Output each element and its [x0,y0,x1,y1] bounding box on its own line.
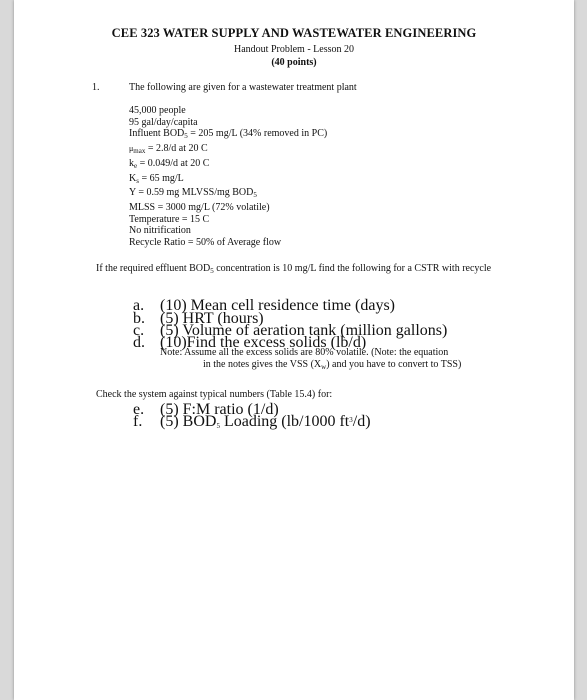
check-text: Check the system against typical numbers (Table 15.4) for: [96,389,333,400]
given-temperature: Temperature = 15 C [129,213,210,225]
given-list [129,105,327,249]
part-d-label: d. [133,334,145,351]
requirement-text: If the required effluent $BOD_5$ concentration is 10 mg/L find the following for a CSTR with recycle [96,263,492,275]
given-bod: Influent $BOD_5 = 205$ mg/L (34% removed in PC) [129,128,328,141]
given-people: 45,000 people [129,105,186,116]
part-a-text: (10) Mean cell residence time (days) [160,297,396,314]
given-kd: $k_e = 0.049/d$ at 20 C [129,157,210,170]
part-e-text: (5) F:M ratio (1/d) [160,401,279,418]
part-f-text: (5) $BOD_5$ Loading (lb/1000 $ft^3/d$) [160,413,371,430]
given-nitrification: No nitrification [129,225,191,237]
part-b-text: (5) HRT (hours) [160,310,264,327]
given-mlss: MLSS = 3000 mg/L (72% volatile) [129,201,270,213]
given-ks: $K_s = 65$ mg/L [129,172,184,185]
given-mumax: $\mu_{max} = 2.8/d$ at 20 C [129,143,208,156]
document-title: CEE 323 WATER SUPPLY AND WASTEWATER ENGINEERING [111,26,477,40]
part-c-label: c. [133,322,145,339]
part-b-label: b. [133,310,145,327]
document-subtitle: Handout Problem - Lesson 20 [234,44,354,55]
problem-intro: The following are given for a wastewater treatment plant [129,82,357,93]
note-line-2: in the notes gives the VSS $(X_w)$ and you have to convert to TSS) [203,359,462,371]
given-flow: 95 gal/day/capita [129,116,198,128]
note-text [160,347,461,373]
problem-number: 1. [92,82,100,93]
given-recycle: Recycle Ratio = 50% of Average flow [129,237,282,249]
part-d-text: (10)Find the excess solids (lb/d) [160,334,367,351]
points-label: (40 points) [271,57,317,68]
part-c-text: (5) Volume of aeration tank (million gallons) [160,322,448,339]
part-f-label: f. [133,413,143,430]
part-e-label: e. [133,401,145,418]
part-a-label: a. [133,297,145,314]
given-yield: Y = 0.59 mg MLVSS/mg $BOD_5$ [129,187,257,200]
document-page [14,0,574,700]
note-line-1: Note: Assume all the excess solids are 80% volatile. (Note: the equation [160,347,449,358]
